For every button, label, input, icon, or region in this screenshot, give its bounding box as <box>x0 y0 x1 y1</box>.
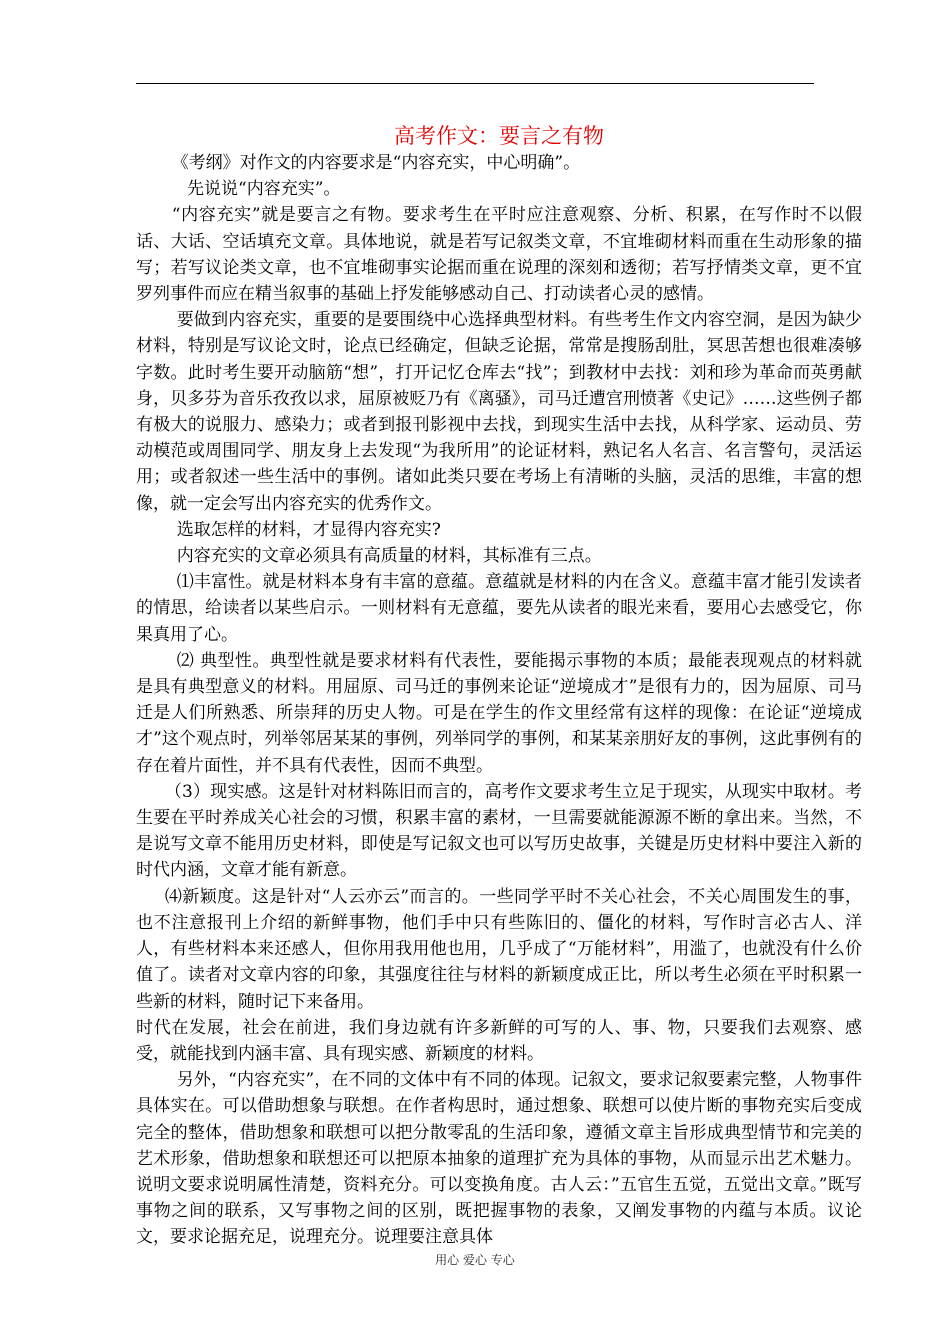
paragraph: ⑵ 典型性。典型性就是要求材料有代表性，要能揭示事物的本质；最能表现观点的材料就是具有典型意义的材料。用屈原、司马迁的事例来论证“逆境成才”是很有力的，因为屈原、司马迁是人们所熟悉、所崇拜的历史人物。可是在学生的作文里经常有这样的现像：在论证“逆境成才”这个观点时，列举邻居某某的事例，列举同学的事例，和某某亲朋好友的事例，这此事例有的存在着片面性，并不具有代表性，因而不典型。 <box>136 650 862 776</box>
paragraph: ⑷新颖度。这是针对“人云亦云”而言的。一些同学平时不关心社会，不关心周围发生的事，也不注意报刊上介绍的新鲜事物，他们手中只有些陈旧的、僵化的材料，写作时言必古人、洋人，有些材料本来还感人，但你用我用他也用，几乎成了“万能材料”，用滥了，也就没有什么价值了。读者对文章内容的印象，其强度往往与材料的新颖度成正比，所以考生必须在平时积累一些新的材料，随时记下来备用。 <box>136 886 862 1012</box>
paragraph: “内容充实”就是要言之有物。要求考生在平时应注意观察、分析、积累，在写作时不以假话、大话、空话填充文章。具体地说，就是若写记叙类文章，不宜堆砌材料而重在生动形象的描写；若写议论类文章，也不宜堆砌事实论据而重在说理的深刻和透彻；若写抒情类文章，更不宜罗列事件而应在精当叙事的基础上抒发能够感动自己、打动读者心灵的感情。 <box>136 205 862 305</box>
paragraph: 要做到内容充实，重要的是要围绕中心选择典型材料。有些考生作文内容空洞，是因为缺少材料，特别是写议论文时，论点已经确定，但缺乏论据，常常是搜肠刮肚，冥思苦想也很难凑够字数。此时考生要开动脑筋“想”，打开记忆仓库去“找”；到教材中去找：刘和珍为革命而英勇献身，贝多芬为音乐孜孜以求，屈原被贬乃有《离骚》，司马迁遭宫刑愤著《史记》……这些例子都有极大的说服力、感染力；或者到报刊影视中去找，到现实生活中去找，从科学家、运动员、劳动模范或周围同学、朋友身上去发现“为我所用”的论证材料，熟记名人名言、名言警句，灵活运用；或者叙述一些生活中的事例。诸如此类只要在考场上有清晰的头脑，灵活的思维，丰富的想像，就一定会写出内容充实的优秀作文。 <box>136 310 862 514</box>
document-title: 高考作文：要言之有物 <box>394 124 604 148</box>
header-rule <box>136 83 814 84</box>
paragraph: 先说说“内容充实”。 <box>187 179 341 200</box>
paragraph: 内容充实的文章必须具有高质量的材料，其标准有三点。 <box>176 546 602 567</box>
paragraph: ⑴丰富性。就是材料本身有丰富的意蕴。意蕴就是材料的内在含义。意蕴丰富才能引发读者的情思，给读者以某些启示。一则材料有无意蕴，要先从读者的眼光来看，要用心去感受它，你果真用了心。 <box>136 572 862 645</box>
paragraph: 时代在发展，社会在前进，我们身边就有许多新鲜的可写的人、事、物，只要我们去观察、感受，就能找到内涵丰富、具有现实感、新颖度的材料。 <box>136 1017 862 1064</box>
paragraph: 《考纲》对作文的内容要求是“内容充实，中心明确”。 <box>171 153 581 173</box>
document-body <box>136 150 862 1251</box>
paragraph: （3）现实感。这是针对材料陈旧而言的，高考作文要求考生立足于现实，从现实中取材。考生要在平时养成关心社会的习惯，积累丰富的素材，一旦需要就能源源不断的拿出来。当然，不是说写文章不能用历史材料，即使是写记叙文也可以写历史故事，关键是历史材料中要注入新的时代内涵，文章才能有新意。 <box>136 781 862 881</box>
paragraph: 另外，“内容充实”，在不同的文体中有不同的体现。记叙文，要求记叙要素完整，人物事件具体实在。可以借助想象与联想。在作者构思时，通过想象、联想可以使片断的事物充实后变成完全的整体，借助想象和联想可以把分散零乱的生活印象，遵循文章主旨形成典型情节和完美的艺术形象，借助想象和联想还可以把原本抽象的道理扩充为具体的事物，从而显示出艺术魅力。说明文要求说明属性清楚，资料充分。可以变换角度。古人云：”五官生五觉，五觉出文章。”既写事物之间的联系，又写事物之间的区别，既把握事物的表象，又阐发事物的内蕴与本质。议论文，要求论据充足，说理充分。说理要注意具体 <box>136 1070 862 1248</box>
paragraph: 选取怎样的材料，才显得内容充实? <box>176 519 441 540</box>
page-footer: 用心 爱心 专心 <box>435 1253 515 1267</box>
